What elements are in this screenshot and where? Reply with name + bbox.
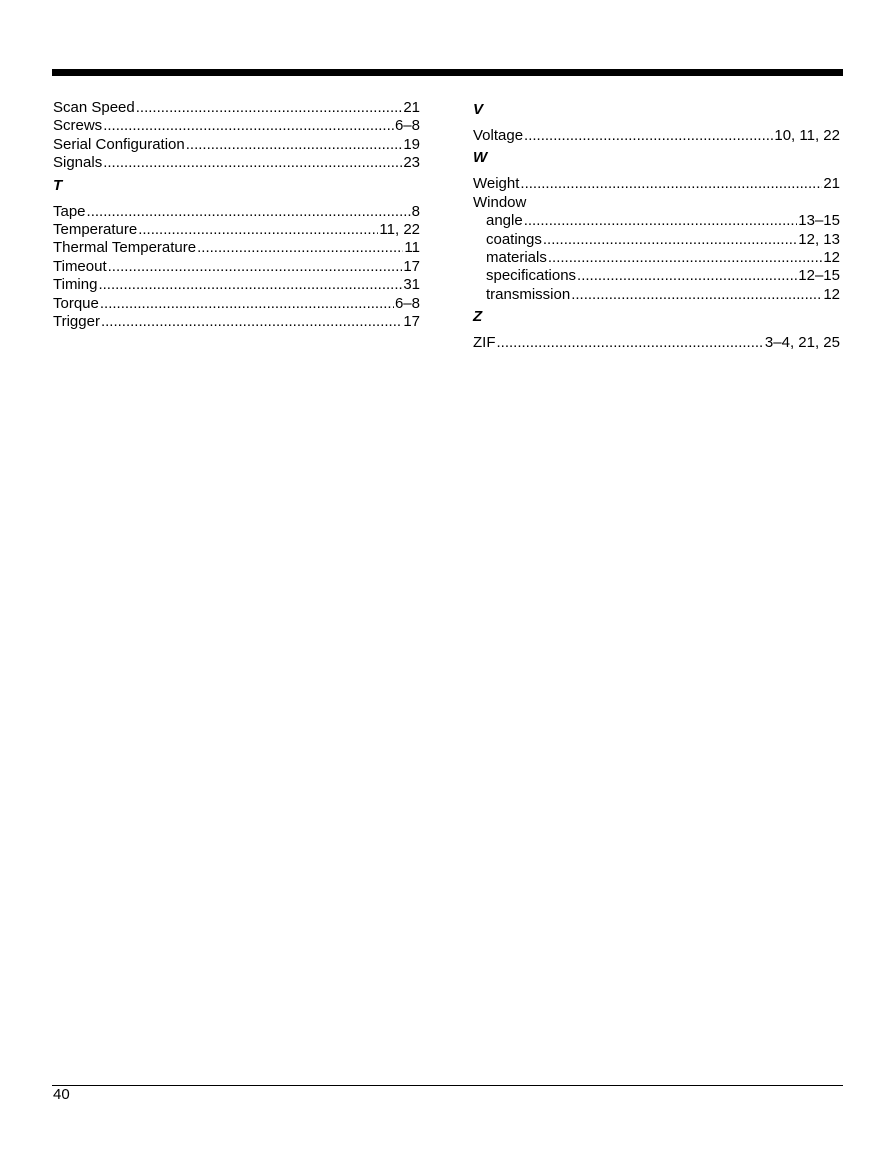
index-term: Window bbox=[473, 193, 527, 211]
dot-leader bbox=[103, 154, 402, 172]
index-column-left bbox=[53, 99, 420, 331]
dot-leader bbox=[497, 334, 764, 352]
index-entry bbox=[53, 239, 420, 257]
index-pages: 17 bbox=[403, 257, 420, 275]
index-term: ZIF bbox=[473, 334, 496, 352]
section-letter-heading: V bbox=[473, 101, 484, 118]
index-subentry bbox=[473, 231, 840, 249]
index-entry bbox=[53, 203, 420, 221]
footer-rule bbox=[52, 1085, 843, 1086]
index-subentry bbox=[473, 212, 840, 230]
index-entry bbox=[473, 334, 840, 352]
index-term: Weight bbox=[473, 175, 520, 193]
index-pages: 13–15 bbox=[798, 212, 840, 230]
index-pages: 11 bbox=[404, 239, 420, 257]
section-letter-heading: Z bbox=[473, 308, 483, 326]
index-pages: 21 bbox=[823, 175, 840, 193]
dot-leader bbox=[138, 221, 378, 239]
dot-leader bbox=[101, 313, 402, 331]
index-pages: 12 bbox=[823, 248, 840, 266]
section-letter-heading: T bbox=[53, 176, 63, 194]
index-term: Tape bbox=[53, 202, 86, 220]
index-pages: 12–15 bbox=[798, 267, 840, 285]
index-pages: 8 bbox=[411, 202, 420, 220]
index-entry bbox=[53, 258, 420, 276]
index-entry bbox=[53, 117, 420, 135]
index-subentry bbox=[473, 249, 840, 267]
dot-leader bbox=[136, 99, 403, 117]
index-pages: 23 bbox=[403, 154, 420, 172]
index-pages: 6–8 bbox=[394, 117, 420, 135]
index-subentry bbox=[473, 267, 840, 285]
dot-leader bbox=[98, 276, 402, 294]
index-entry bbox=[53, 313, 420, 331]
index-entry bbox=[53, 99, 420, 117]
index-entry bbox=[53, 295, 420, 313]
dot-leader bbox=[108, 258, 403, 276]
index-term: Voltage bbox=[473, 127, 524, 144]
dot-leader bbox=[548, 249, 822, 267]
dot-leader bbox=[571, 286, 822, 304]
index-term: Trigger bbox=[53, 312, 100, 330]
index-section-s bbox=[53, 99, 420, 173]
index-pages: 19 bbox=[403, 135, 420, 153]
index-section-w bbox=[473, 149, 840, 304]
index-section-v bbox=[473, 101, 840, 145]
index-entry bbox=[473, 127, 840, 145]
index-section-t bbox=[53, 177, 420, 332]
dot-leader bbox=[197, 239, 403, 257]
dot-leader bbox=[87, 203, 411, 221]
index-pages: 3–4, 21, 25 bbox=[764, 334, 840, 352]
index-pages: 12 bbox=[823, 285, 840, 303]
dot-leader bbox=[520, 175, 822, 193]
index-entry bbox=[53, 136, 420, 154]
header-rule bbox=[52, 69, 843, 76]
dot-leader bbox=[100, 295, 394, 313]
index-entry bbox=[53, 276, 420, 294]
dot-leader bbox=[543, 231, 797, 249]
index-pages: 21 bbox=[403, 99, 420, 116]
index-term: Temperature bbox=[53, 220, 138, 238]
dot-leader bbox=[186, 136, 403, 154]
page-number: 40 bbox=[53, 1086, 70, 1103]
index-term: Scan Speed bbox=[53, 99, 135, 116]
index-subentry bbox=[473, 286, 840, 304]
dot-leader bbox=[524, 127, 773, 145]
index-term: angle bbox=[486, 212, 523, 230]
index-term: Torque bbox=[53, 294, 99, 312]
index-term: Screws bbox=[53, 117, 103, 135]
index-term: coatings bbox=[486, 230, 542, 248]
index-pages: 31 bbox=[403, 276, 420, 294]
index-pages: 10, 11, 22 bbox=[774, 127, 840, 144]
index-term: Signals bbox=[53, 154, 103, 172]
index-entry-parent bbox=[473, 194, 840, 212]
index-term: Timing bbox=[53, 276, 98, 294]
index-pages: 12, 13 bbox=[798, 230, 840, 248]
index-term: materials bbox=[486, 248, 547, 266]
index-term: Thermal Temperature bbox=[53, 239, 197, 257]
index-pages: 17 bbox=[403, 312, 420, 330]
index-pages: 6–8 bbox=[394, 294, 420, 312]
dot-leader bbox=[103, 117, 394, 135]
index-term: specifications bbox=[486, 267, 577, 285]
index-term: transmission bbox=[486, 285, 571, 303]
index-column-right bbox=[473, 99, 840, 353]
index-entry bbox=[53, 154, 420, 172]
index-entry bbox=[473, 175, 840, 193]
dot-leader bbox=[524, 212, 798, 230]
index-section-z bbox=[473, 308, 840, 352]
index-entry bbox=[53, 221, 420, 239]
index-term: Timeout bbox=[53, 257, 107, 275]
section-letter-heading: W bbox=[473, 149, 488, 167]
index-term: Serial Configuration bbox=[53, 135, 185, 153]
dot-leader bbox=[577, 267, 797, 285]
index-pages: 11, 22 bbox=[379, 220, 420, 238]
